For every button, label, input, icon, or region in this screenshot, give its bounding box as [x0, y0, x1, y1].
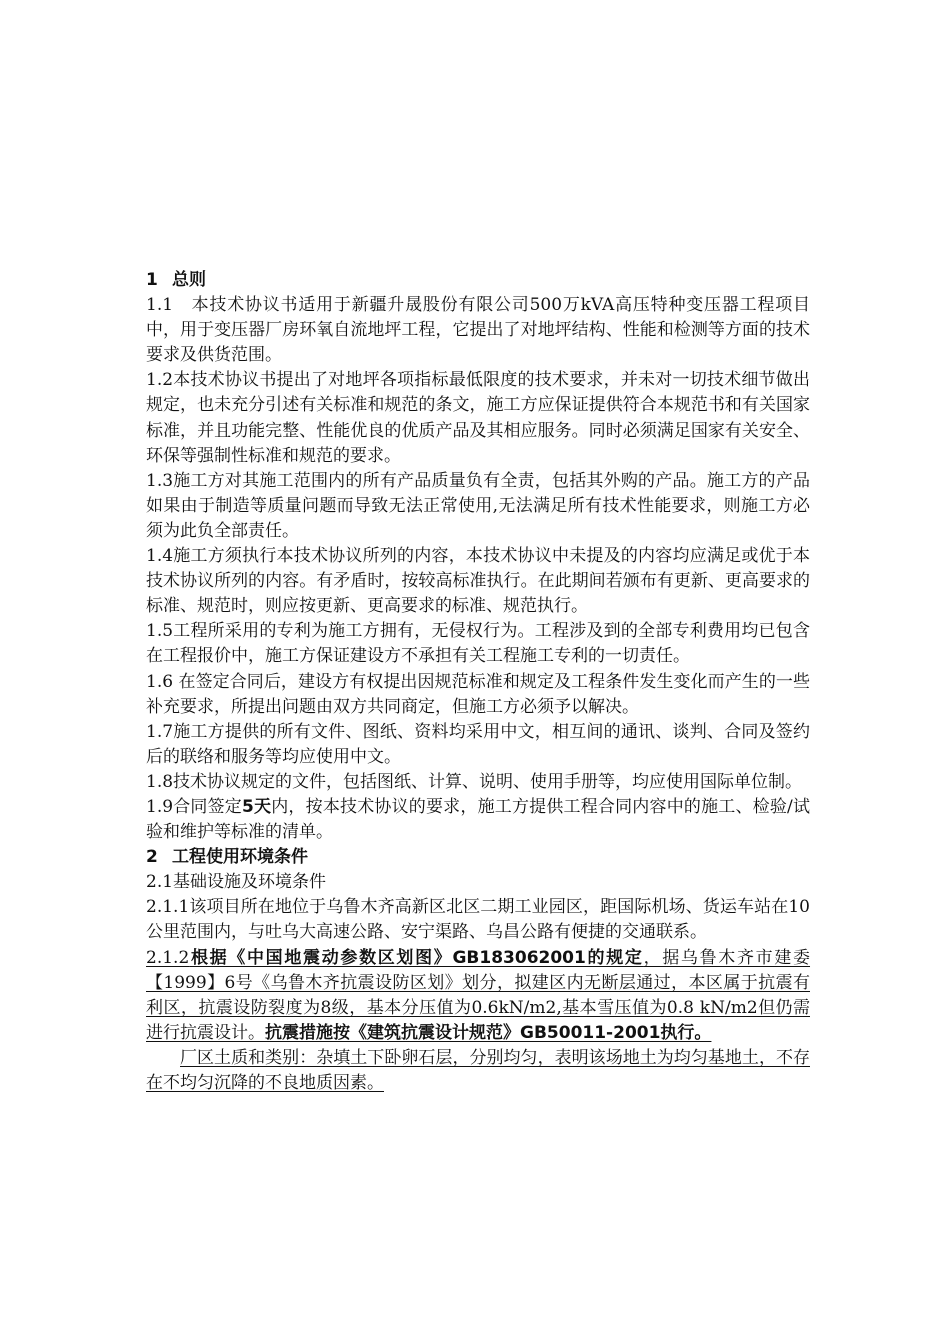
paragraph-1-6: 1.6 在签定合同后，建设方有权提出因规范标准和规定及工程条件发生变化而产生的一些补充要求，所提出问题由双方共同商定，但施工方必须予以解决。 — [146, 671, 810, 717]
section-1-number: 1 — [146, 270, 158, 290]
paragraph-1-4: 1.4施工方须执行本技术协议所列的内容，本技术协议中未提及的内容均应满足或优于本技术协议所列的内容。有矛盾时，按较高标准执行。在此期间若颁布有更新、更高要求的标准、规范时，则应按更新、更高要求的标准、规范执行。 — [146, 546, 810, 617]
paragraph-2-1-2-bold-standard: 根据《中国地震动参数区划图》GB183062001的规定 — [189, 947, 644, 968]
paragraph-1-9 — [146, 795, 810, 845]
paragraph-1-7: 1.7施工方提供的所有文件、图纸、资料均采用中文，相互间的通讯、谈判、合同及签约后的联络和服务等均应使用中文。 — [146, 721, 810, 767]
paragraph-2-1-2 — [146, 946, 810, 1046]
paragraph-2-1-2-body: ，据乌鲁木齐市建委【1999】6号《乌鲁木齐抗震设防区划》划分，拟建区内无断层通过，本区属于抗震有利区，抗震设防裂度为8级，基本分压值为0.6kN/m2,基本雪压值为0.8 kN/m2但仍需进行抗震设计。 — [146, 947, 811, 1043]
paragraph-1-8: 1.8技术协议规定的文件，包括图纸、计算、说明、使用手册等，均应使用国际单位制。 — [146, 771, 803, 792]
paragraph-1-3: 1.3施工方对其施工范围内的所有产品质量负有全责，包括其外购的产品。施工方的产品如果由于制造等质量问题而导致无法正常使用,无法满足所有技术性能要求，则施工方必须为此负全部责任。 — [146, 470, 810, 541]
paragraph-2-1-2-bold-measures: 抗震措施按《建筑抗震设计规范》GB50011-2001执行。 — [265, 1022, 712, 1043]
paragraph-1-2: 1.2本技术协议书提出了对地坪各项指标最低限度的技术要求，并未对一切技术细节做出规定，也未充分引述有关标准和规范的条文，施工方应保证提供符合本规范书和有关国家标准，并且功能完整、性能优良的优质产品及其相应服务。同时必须满足国家有关安全、环保等强制性标准和规范的要求。 — [146, 370, 810, 466]
paragraph-soil: 厂区土质和类别：杂填土下卧卵石层，分别均匀，表明该场地土为均匀基地土，不存在不均匀沉降的不良地质因素。 — [146, 1047, 810, 1093]
section-2-title: 工程使用环境条件 — [172, 847, 308, 868]
paragraph-1-9-bold-days: 5天 — [242, 796, 272, 817]
paragraph-2-1: 2.1基础设施及环境条件 — [146, 872, 327, 893]
section-1-heading — [146, 268, 810, 293]
paragraph-1-1: 1.1 本技术协议书适用于新疆升晟股份有限公司500万kVA高压特种变压器工程项目中，用于变压器厂房环氧自流地坪工程，它提出了对地坪结构、性能和检测等方面的技术要求及供货范围。 — [146, 295, 810, 366]
paragraph-2-1-1: 2.1.1该项目所在地位于乌鲁木齐高新区北区二期工业园区，距国际机场、货运车站在10公里范围内，与吐乌大高速公路、安宁渠路、乌昌公路有便捷的交通联系。 — [146, 897, 810, 943]
paragraph-2-1-2-number: 2.1.2 — [146, 947, 190, 968]
section-1-title: 总则 — [172, 270, 206, 290]
section-2-heading — [146, 845, 810, 870]
section-2-number: 2 — [146, 847, 158, 868]
paragraph-1-9-start: 1.9合同签定 — [146, 796, 243, 817]
paragraph-1-5: 1.5工程所采用的专利为施工方拥有，无侵权行为。工程涉及到的全部专利费用均已包含在工程报价中，施工方保证建设方不承担有关工程施工专利的一切责任。 — [146, 621, 810, 667]
paragraph-1-9-end: 内，按本技术协议的要求，施工方提供工程合同内容中的施工、检验/试验和维护等标准的清单。 — [146, 796, 810, 843]
document-body — [146, 268, 810, 1096]
